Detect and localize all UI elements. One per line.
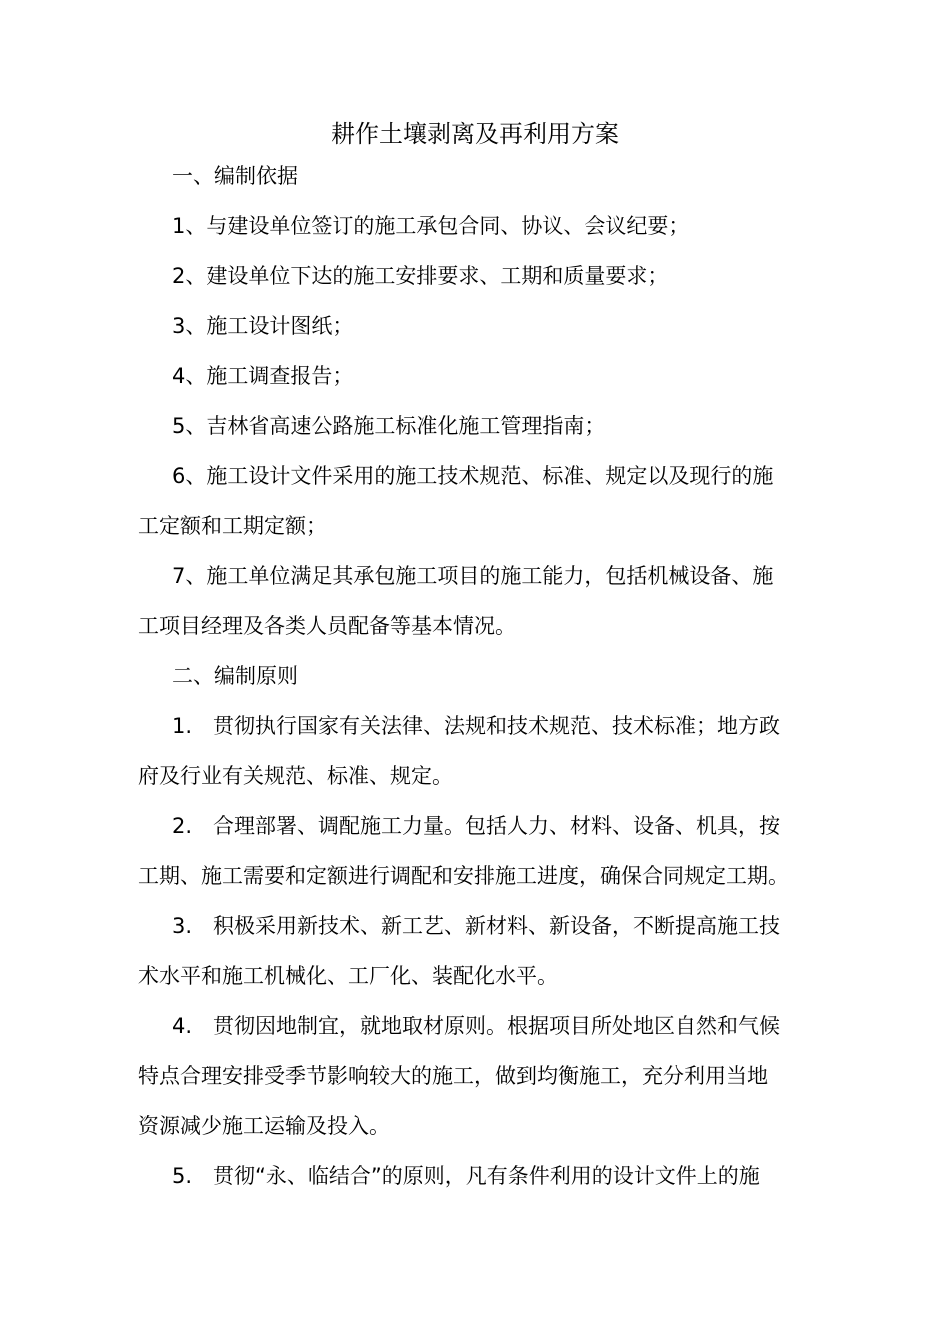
principle-item-4: 4. 贯彻因地制宜，就地取材原则。根据项目所处地区自然和气候 <box>172 1014 781 1038</box>
basis-item-6-continued: 工定额和工期定额； <box>138 514 327 538</box>
basis-item-6: 6、施工设计文件采用的施工技术规范、标准、规定以及现行的施 <box>172 464 774 488</box>
principle-item-3-continued: 术水平和施工机械化、工厂化、装配化水平。 <box>138 964 558 988</box>
principle-item-4-continued-2: 资源减少施工运输及投入。 <box>138 1114 390 1138</box>
basis-item-7-continued: 工项目经理及各类人员配备等基本情况。 <box>138 614 516 638</box>
principle-item-2: 2. 合理部署、调配施工力量。包括人力、材料、设备、机具，按 <box>172 814 781 838</box>
basis-item-7: 7、施工单位满足其承包施工项目的施工能力，包括机械设备、施 <box>172 564 774 588</box>
basis-item-2: 2、建设单位下达的施工安排要求、工期和质量要求； <box>172 264 669 288</box>
section-heading-basis: 一、编制依据 <box>172 164 298 188</box>
principle-item-5: 5. 贯彻“永、临结合”的原则，凡有条件利用的设计文件上的施 <box>172 1164 760 1188</box>
principle-item-1: 1. 贯彻执行国家有关法律、法规和技术规范、技术标准；地方政 <box>172 714 781 738</box>
principle-item-1-continued: 府及行业有关规范、标准、规定。 <box>138 764 453 788</box>
section-heading-principles: 二、编制原则 <box>172 664 298 688</box>
basis-item-4: 4、施工调查报告； <box>172 364 354 388</box>
principle-item-4-continued: 特点合理安排受季节影响较大的施工，做到均衡施工，充分利用当地 <box>138 1064 768 1088</box>
basis-item-3: 3、施工设计图纸； <box>172 314 354 338</box>
principle-item-3: 3. 积极采用新技术、新工艺、新材料、新设备，不断提高施工技 <box>172 914 781 938</box>
document-title: 耕作土壤剥离及再利用方案 <box>331 120 619 148</box>
basis-item-1: 1、与建设单位签订的施工承包合同、协议、会议纪要； <box>172 214 690 238</box>
principle-item-2-continued: 工期、施工需要和定额进行调配和安排施工进度，确保合同规定工期。 <box>138 864 789 888</box>
basis-item-5: 5、吉林省高速公路施工标准化施工管理指南； <box>172 414 606 438</box>
